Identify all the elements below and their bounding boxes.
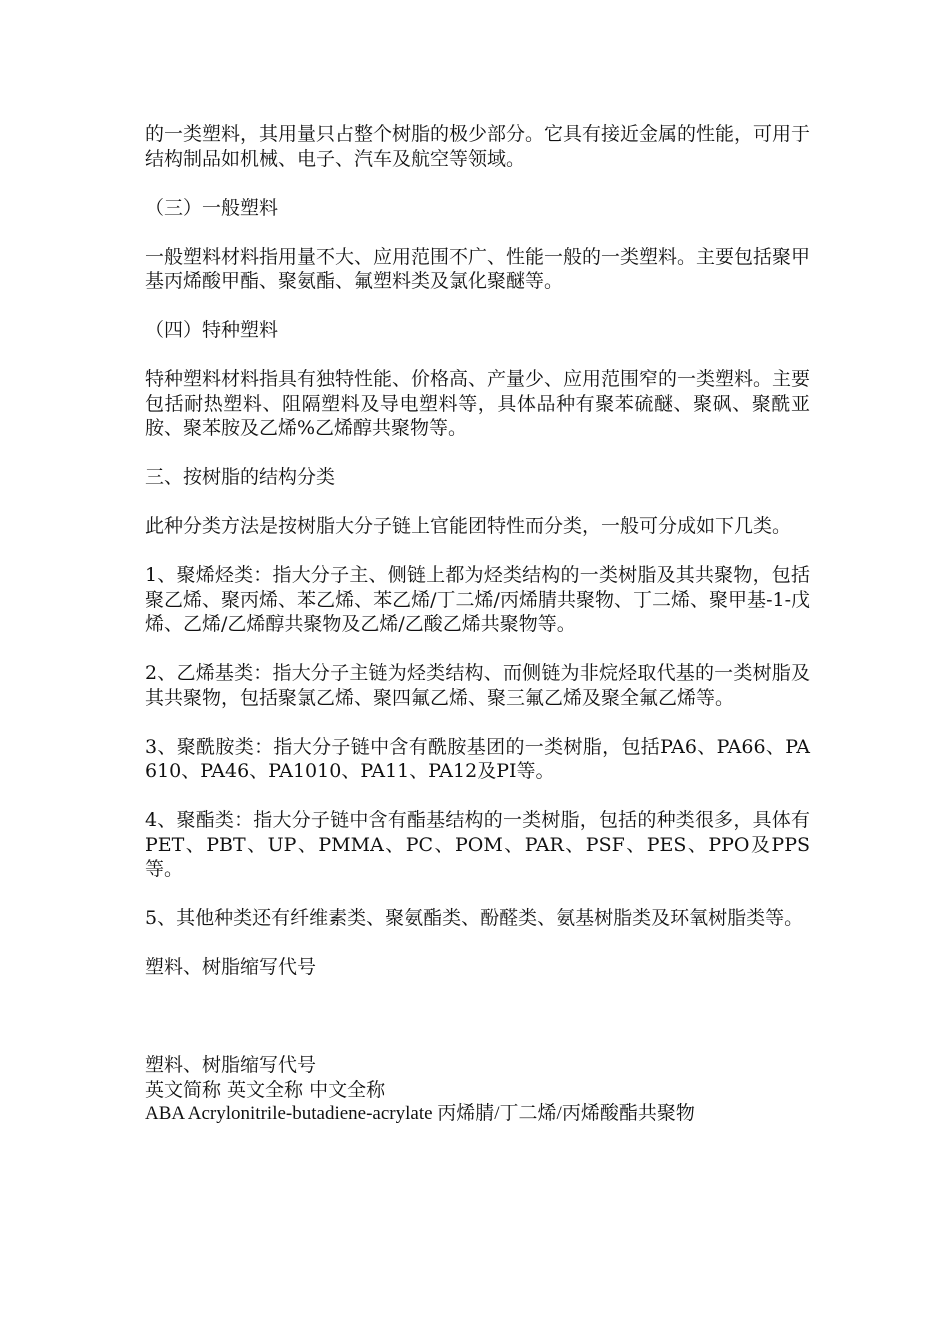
paragraph-polyolefins: 1、聚烯烃类：指大分子主、侧链上都为烃类结构的一类树脂及其共聚物，包括聚乙烯、聚丙烯、苯乙烯、苯乙烯/丁二烯/丙烯腈共聚物、丁二烯、聚甲基-1-戊烯、乙烯/乙烯醇共聚物及乙烯/乙酸乙烯共聚物等。: [145, 564, 810, 635]
abbreviations-title: 塑料、树脂缩写代号: [145, 1054, 317, 1076]
paragraph-general-plastics: 一般塑料材料指用量不大、应用范围不广、性能一般的一类塑料。主要包括聚甲基丙烯酸甲酯、聚氨酯、氟塑料类及氯化聚醚等。: [145, 245, 811, 292]
heading-abbreviations-first: 塑料、树脂缩写代号: [145, 956, 317, 978]
blank-space: [145, 1004, 810, 1053]
paragraph-vinyls: 2、乙烯基类：指大分子主链为烃类结构、而侧链为非烷烃取代基的一类树脂及其共聚物，包括聚氯乙烯、聚四氟乙烯、聚三氟乙烯及聚全氟乙烯等。: [145, 662, 810, 709]
paragraph-engineering-plastics-continued: 的一类塑料，其用量只占整个树脂的极少部分。它具有接近金属的性能，可用于结构制品如机械、电子、汽车及航空等领域。: [145, 123, 811, 170]
paragraph-structure-intro: 此种分类方法是按树脂大分子链上官能团特性而分类，一般可分成如下几类。: [145, 515, 792, 537]
heading-structure-classification: 三、按树脂的结构分类: [145, 466, 336, 488]
paragraph-polyamides: 3、聚酰胺类：指大分子链中含有酰胺基团的一类树脂，包括PA6、PA66、PA610、PA46、PA1010、PA11、PA12及PI等。: [145, 735, 810, 782]
document-body: [145, 122, 810, 1127]
abbreviations-header: 英文简称 英文全称 中文全称: [145, 1078, 386, 1101]
paragraph-polyesters: 4、聚酯类：指大分子链中含有酯基结构的一类树脂，包括的种类很多，具体有PET、PBT、UP、PMMA、PC、POM、PAR、PSF、PES、PPO及PPS等。: [145, 809, 810, 880]
paragraph-special-plastics: 特种塑料材料指具有独特性能、价格高、产量少、应用范围窄的一类塑料。主要包括耐热塑料、阻隔塑料及导电塑料等，具体品种有聚苯硫醚、聚砜、聚酰亚胺、聚苯胺及乙烯%乙烯醇共聚物等。: [145, 368, 811, 439]
abbreviation-row: ABA Acrylonitrile-butadiene-acrylate 丙烯腈/丁二烯/丙烯酸酯共聚物: [145, 1103, 695, 1124]
paragraph-other-types: 5、其他种类还有纤维素类、聚氨酯类、酚醛类、氨基树脂类及环氧树脂类等。: [145, 907, 804, 929]
heading-general-plastics: （三）一般塑料: [145, 196, 279, 219]
heading-special-plastics: （四）特种塑料: [145, 319, 279, 341]
